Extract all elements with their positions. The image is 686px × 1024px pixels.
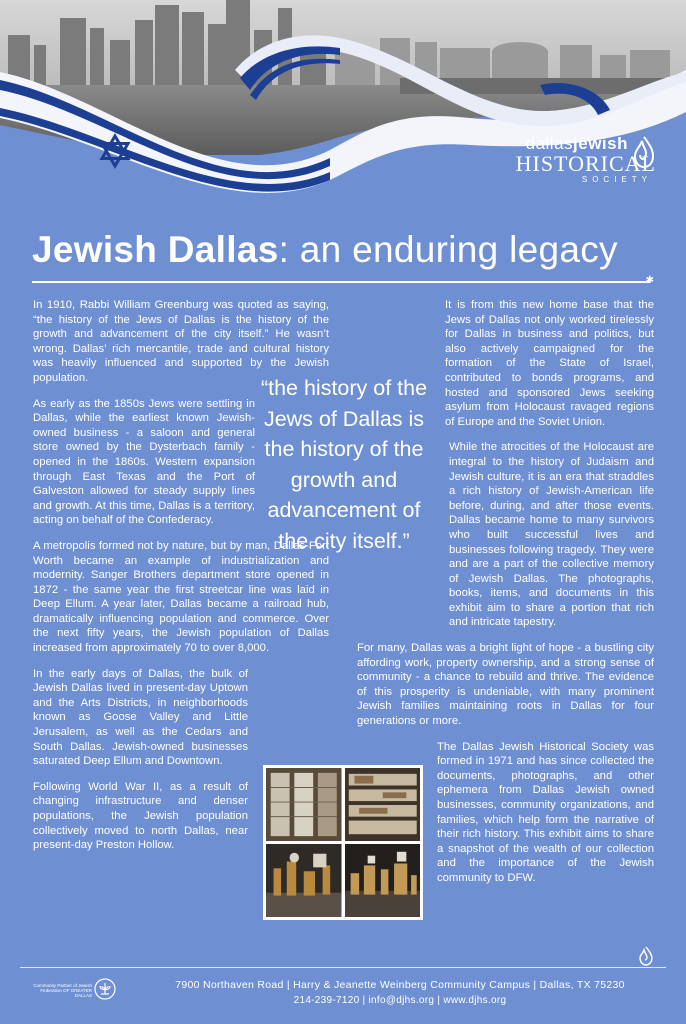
paragraph: As early as the 1850s Jews were settling in Dallas, while the earliest known Jewish-owned business - a saloon and general store owned by the Dysterbach family - opened in the 1860s. Western expansion through East Texas and the Port of Galveston allowed for steady supply lines and growth. At this time, Dallas is a territory, acting on behalf of the Confederacy. <box>33 397 255 527</box>
paragraph: For many, Dallas was a bright light of hope - a bustling city affording work, property ownership, and a strong sense of community - a chance to rebuild and thrive. The evidence of this prosperity is undeniable, with many prominent Jewish families maintaining roots in Dallas for four generations or more. <box>357 642 654 728</box>
paragraph: A metropolis formed not by nature, but by man, Dallas-Fort Worth became an example of industrialization and modernity. Sanger Brothers department store opened in 1872 - the same year the first streetcar line was laid in Deep Ellum. A year later, Dallas became a railroad hub, dramatically influencing population and commerce. Over the next fifty years, the Jewish population of Dallas increased from approximately 70 to over 8,000. <box>33 539 329 655</box>
artifacts-photo <box>266 844 342 917</box>
flame-icon <box>632 135 656 169</box>
paragraph: In 1910, Rabbi William Greenburg was quoted as saying, “the history of the Jews of Dallas is the history of the growth and advancement of the city itself.” He wasn’t wrong. Dallas’ rich mercantile, trade and cultural history was heavily influenced and supported by the Jewish population. <box>33 299 329 384</box>
footer-address: 7900 Northaven Road | Harry & Jeanette Weinberg Community Campus | Dallas, TX 75230 <box>175 979 625 991</box>
paragraph: While the atrocities of the Holocaust are integral to the history of Judaism and Jewish culture, it is an era that straddles a rich history of Jewish-American life before, during, and after those events. Dallas became home to many survivors who built successful lives and businesses following tragedy. They were and are a part of the collective memory of Jewish Dallas. The photographs, books, items, and documents in this exhibit aim to share a portion that rich and intricate tapestry. <box>449 441 654 629</box>
title-underline <box>32 281 650 283</box>
archive-drawers-photo <box>345 768 421 841</box>
star-icon: ✱ <box>645 275 654 286</box>
footer-divider <box>20 967 666 968</box>
paragraph: Following World War II, as a result of changing infrastructure and denser populations, the Jewish population collectively moved to north Dallas, near present-day Preston Hollow. <box>33 780 248 852</box>
judaica-photo <box>345 844 421 917</box>
paragraph: It is from this new home base that the Jews of Dallas not only worked tirelessly for Dallas in business and politics, but also actively campaigned for the formation of the State of Israel, contributed to bonds programs, and hosted and sponsored Jews seeking asylum from Holocaust ravaged regions of Europe and the Soviet Union. <box>445 299 654 428</box>
archive-photo-collage <box>263 765 423 920</box>
paragraph: In the early days of Dallas, the bulk of Jewish Dallas lived in present-day Uptown and the Arts Districts, in neighborhoods known as Goose Valley and Little Jerusalem, as well as the Cedars and South Dallas. Jewish-owned businesses saturated Deep Ellum and Downtown. <box>33 667 248 768</box>
djhs-logo <box>476 135 656 184</box>
partner-credit: Community Partner of Jewish Federation OF GREATER DALLAS <box>33 983 92 998</box>
title-rest: : an enduring legacy <box>278 229 618 270</box>
archive-shelves-photo <box>266 768 342 841</box>
footer-contact: 214-239-7120 | info@djhs.org | www.djhs.org <box>293 995 507 1006</box>
page-title <box>32 229 657 286</box>
logo-line3: SOCIETY <box>581 175 652 185</box>
paragraph: The Dallas Jewish Historical Society was formed in 1971 and has since collected the documents, photographs, and other ephemera from Dallas Jewish owned businesses, community organizations, and families, which help form the narrative of their rich history. This exhibit aims to share a snapshot of the wealth of our collection and the importance of the Jewish community to DFW. <box>437 740 654 884</box>
federation-logo-icon <box>94 978 116 1000</box>
logo-line2: HISTORICAL <box>515 151 656 176</box>
pull-quote: “the history of the Jews of Dallas is the history of the growth and advancement of the city itself.” <box>260 376 428 553</box>
flame-icon <box>639 946 653 966</box>
logo-line1: dallasjewish <box>525 134 628 153</box>
title-bold: Jewish Dallas <box>32 229 279 270</box>
